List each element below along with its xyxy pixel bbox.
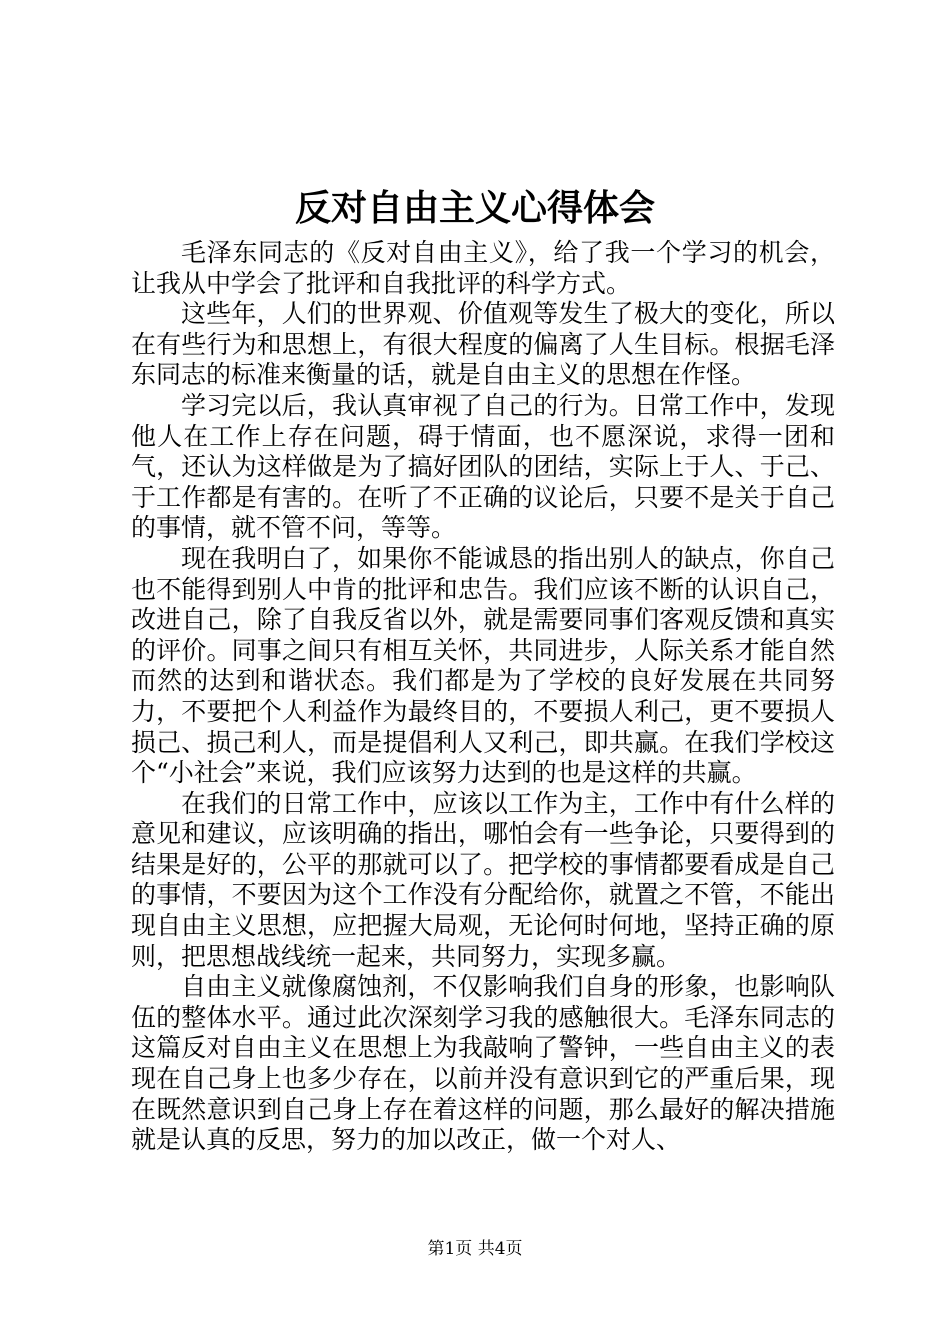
page-number-footer: 第1页 共4页 xyxy=(427,1239,523,1259)
paragraph: 自由主义就像腐蚀剂，不仅影响我们自身的形象，也影响队伍的整体水平。通过此次深刻学习我的感触很大。毛泽东同志的这篇反对自由主义在思想上为我敲响了警钟，一些自由主义的表现在自己身上也多少存在，以前并没有意识到它的严重后果，现在既然意识到自己身上存在着这样的问题，那么最好的解决措施就是认真的反思，努力的加以改正，做一个对人、 xyxy=(131,972,835,1155)
paragraph: 毛泽东同志的《反对自由主义》，给了我一个学习的机会，让我从中学会了批评和自我批评的科学方式。 xyxy=(131,238,835,298)
paragraph: 这些年，人们的世界观、价值观等发生了极大的变化，所以在有些行为和思想上，有很大程度的偏离了人生目标。根据毛泽东同志的标准来衡量的话，就是自由主义的思想在作怪。 xyxy=(131,299,835,390)
paragraph: 现在我明白了，如果你不能诚恳的指出别人的缺点，你自己也不能得到别人中肯的批评和忠告。我们应该不断的认识自己，改进自己，除了自我反省以外，就是需要同事们客观反馈和真实的评价。同事之间只有相互关怀，共同进步，人际关系才能自然而然的达到和谐状态。我们都是为了学校的良好发展在共同努力，不要把个人利益作为最终目的，不要损人利己，更不要损人损己、损己利人，而是提倡利人又利己，即共赢。在我们学校这个“小社会”来说，我们应该努力达到的也是这样的共赢。 xyxy=(131,543,835,788)
paragraph: 在我们的日常工作中，应该以工作为主，工作中有什么样的意见和建议，应该明确的指出，哪怕会有一些争论，只要得到的结果是好的，公平的那就可以了。把学校的事情都要看成是自己的事情，不要因为这个工作没有分配给你，就置之不管，不能出现自由主义思想，应把握大局观，无论何时何地，坚持正确的原则，把思想战线统一起来，共同努力，实现多赢。 xyxy=(131,788,835,971)
document-title: 反对自由主义心得体会 xyxy=(294,187,655,229)
paragraph: 学习完以后，我认真审视了自己的行为。日常工作中，发现他人在工作上存在问题，碍于情面，也不愿深说，求得一团和气，还认为这样做是为了搞好团队的团结，实际上于人、于己、于工作都是有害的。在听了不正确的议论后，只要不是关于自己的事情，就不管不问，等等。 xyxy=(131,390,835,543)
document-body xyxy=(131,238,835,1156)
